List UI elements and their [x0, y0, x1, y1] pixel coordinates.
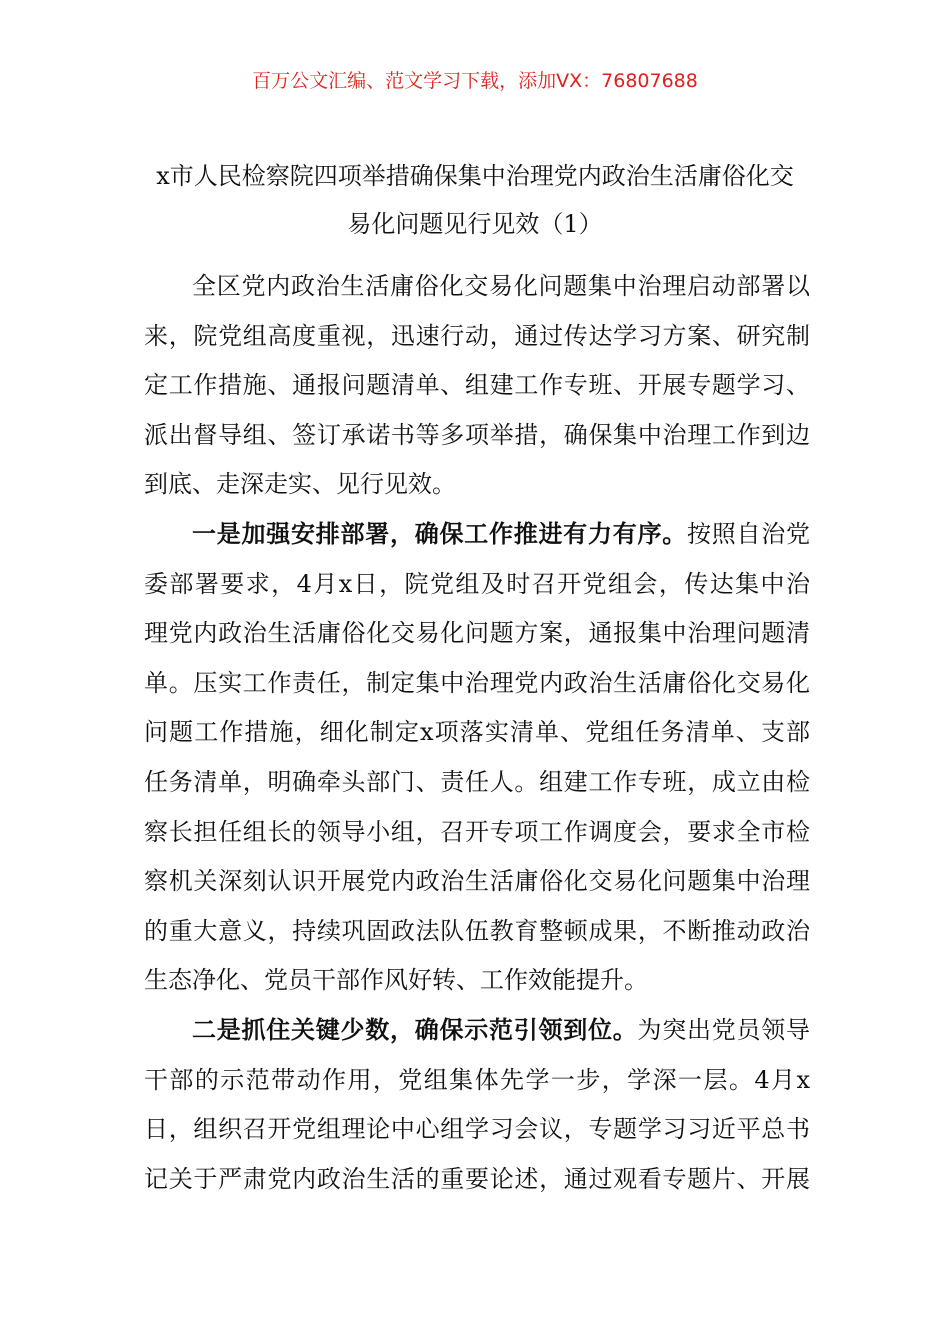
- paragraph-first-rest: 为突出党员领导: [637, 1015, 810, 1044]
- document-body: [144, 262, 810, 1204]
- document-title: [140, 152, 810, 248]
- paragraph-line: 问题工作措施，细化制定x项落实清单、党组任务清单、支部: [144, 718, 810, 747]
- paragraph-intro: [144, 262, 810, 510]
- paragraph-line: 记关于严肃党内政治生活的重要论述，通过观看专题片、开展: [144, 1164, 810, 1193]
- paragraph-point-one: [144, 510, 810, 1006]
- header-note: 百万公文汇编、范文学习下载，添加VX：76807688: [252, 70, 698, 92]
- paragraph-line: 察长担任组长的领导小组，召开专项工作调度会，要求全市检: [144, 817, 810, 846]
- paragraph-line: 的重大意义，持续巩固政法队伍教育整顿成果，不断推动政治: [144, 916, 810, 945]
- paragraph-first-line: [144, 1006, 810, 1056]
- paragraph-line: 来，院党组高度重视，迅速行动，通过传达学习方案、研究制: [144, 321, 810, 350]
- paragraph-line: 干部的示范带动作用，党组集体先学一步，学深一层。4月x: [144, 1065, 810, 1094]
- paragraph-first-rest: 按照自治党: [687, 519, 810, 548]
- title-line-1: x市人民检察院四项举措确保集中治理党内政治生活庸俗化交: [156, 162, 794, 190]
- paragraph-line: 察机关深刻认识开展党内政治生活庸俗化交易化问题集中治理: [144, 867, 810, 896]
- paragraph-line: 日，组织召开党组理论中心组学习会议，专题学习习近平总书: [144, 1115, 810, 1144]
- title-line-2: 易化问题见行见效（1）: [347, 210, 603, 238]
- paragraph-line: 任务清单，明确牵头部门、责任人。组建工作专班，成立由检: [144, 767, 810, 796]
- paragraph-line: 派出督导组、签订承诺书等多项举措，确保集中治理工作到边: [144, 420, 810, 449]
- paragraph-line: 单。压实工作责任，制定集中治理党内政治生活庸俗化交易化: [144, 668, 810, 697]
- paragraph-line: 理党内政治生活庸俗化交易化问题方案，通报集中治理问题清: [144, 619, 810, 648]
- paragraph-line: 定工作措施、通报问题清单、组建工作专班、开展专题学习、: [144, 371, 810, 400]
- paragraph-line: 全区党内政治生活庸俗化交易化问题集中治理启动部署以: [192, 272, 810, 300]
- paragraph-line: 委部署要求，4月x日，院党组及时召开党组会，传达集中治: [144, 569, 810, 598]
- paragraph-first-line: [144, 510, 810, 560]
- paragraph-lead: 一是加强安排部署，确保工作推进有力有序。: [192, 519, 687, 548]
- paragraph-lead: 二是抓住关键少数，确保示范引领到位。: [192, 1015, 638, 1044]
- paragraph-line: 到底、走深走实、见行见效。: [144, 470, 456, 499]
- paragraph-line: 生态净化、党员干部作风好转、工作效能提升。: [144, 966, 648, 995]
- paragraph-point-two: [144, 1006, 810, 1204]
